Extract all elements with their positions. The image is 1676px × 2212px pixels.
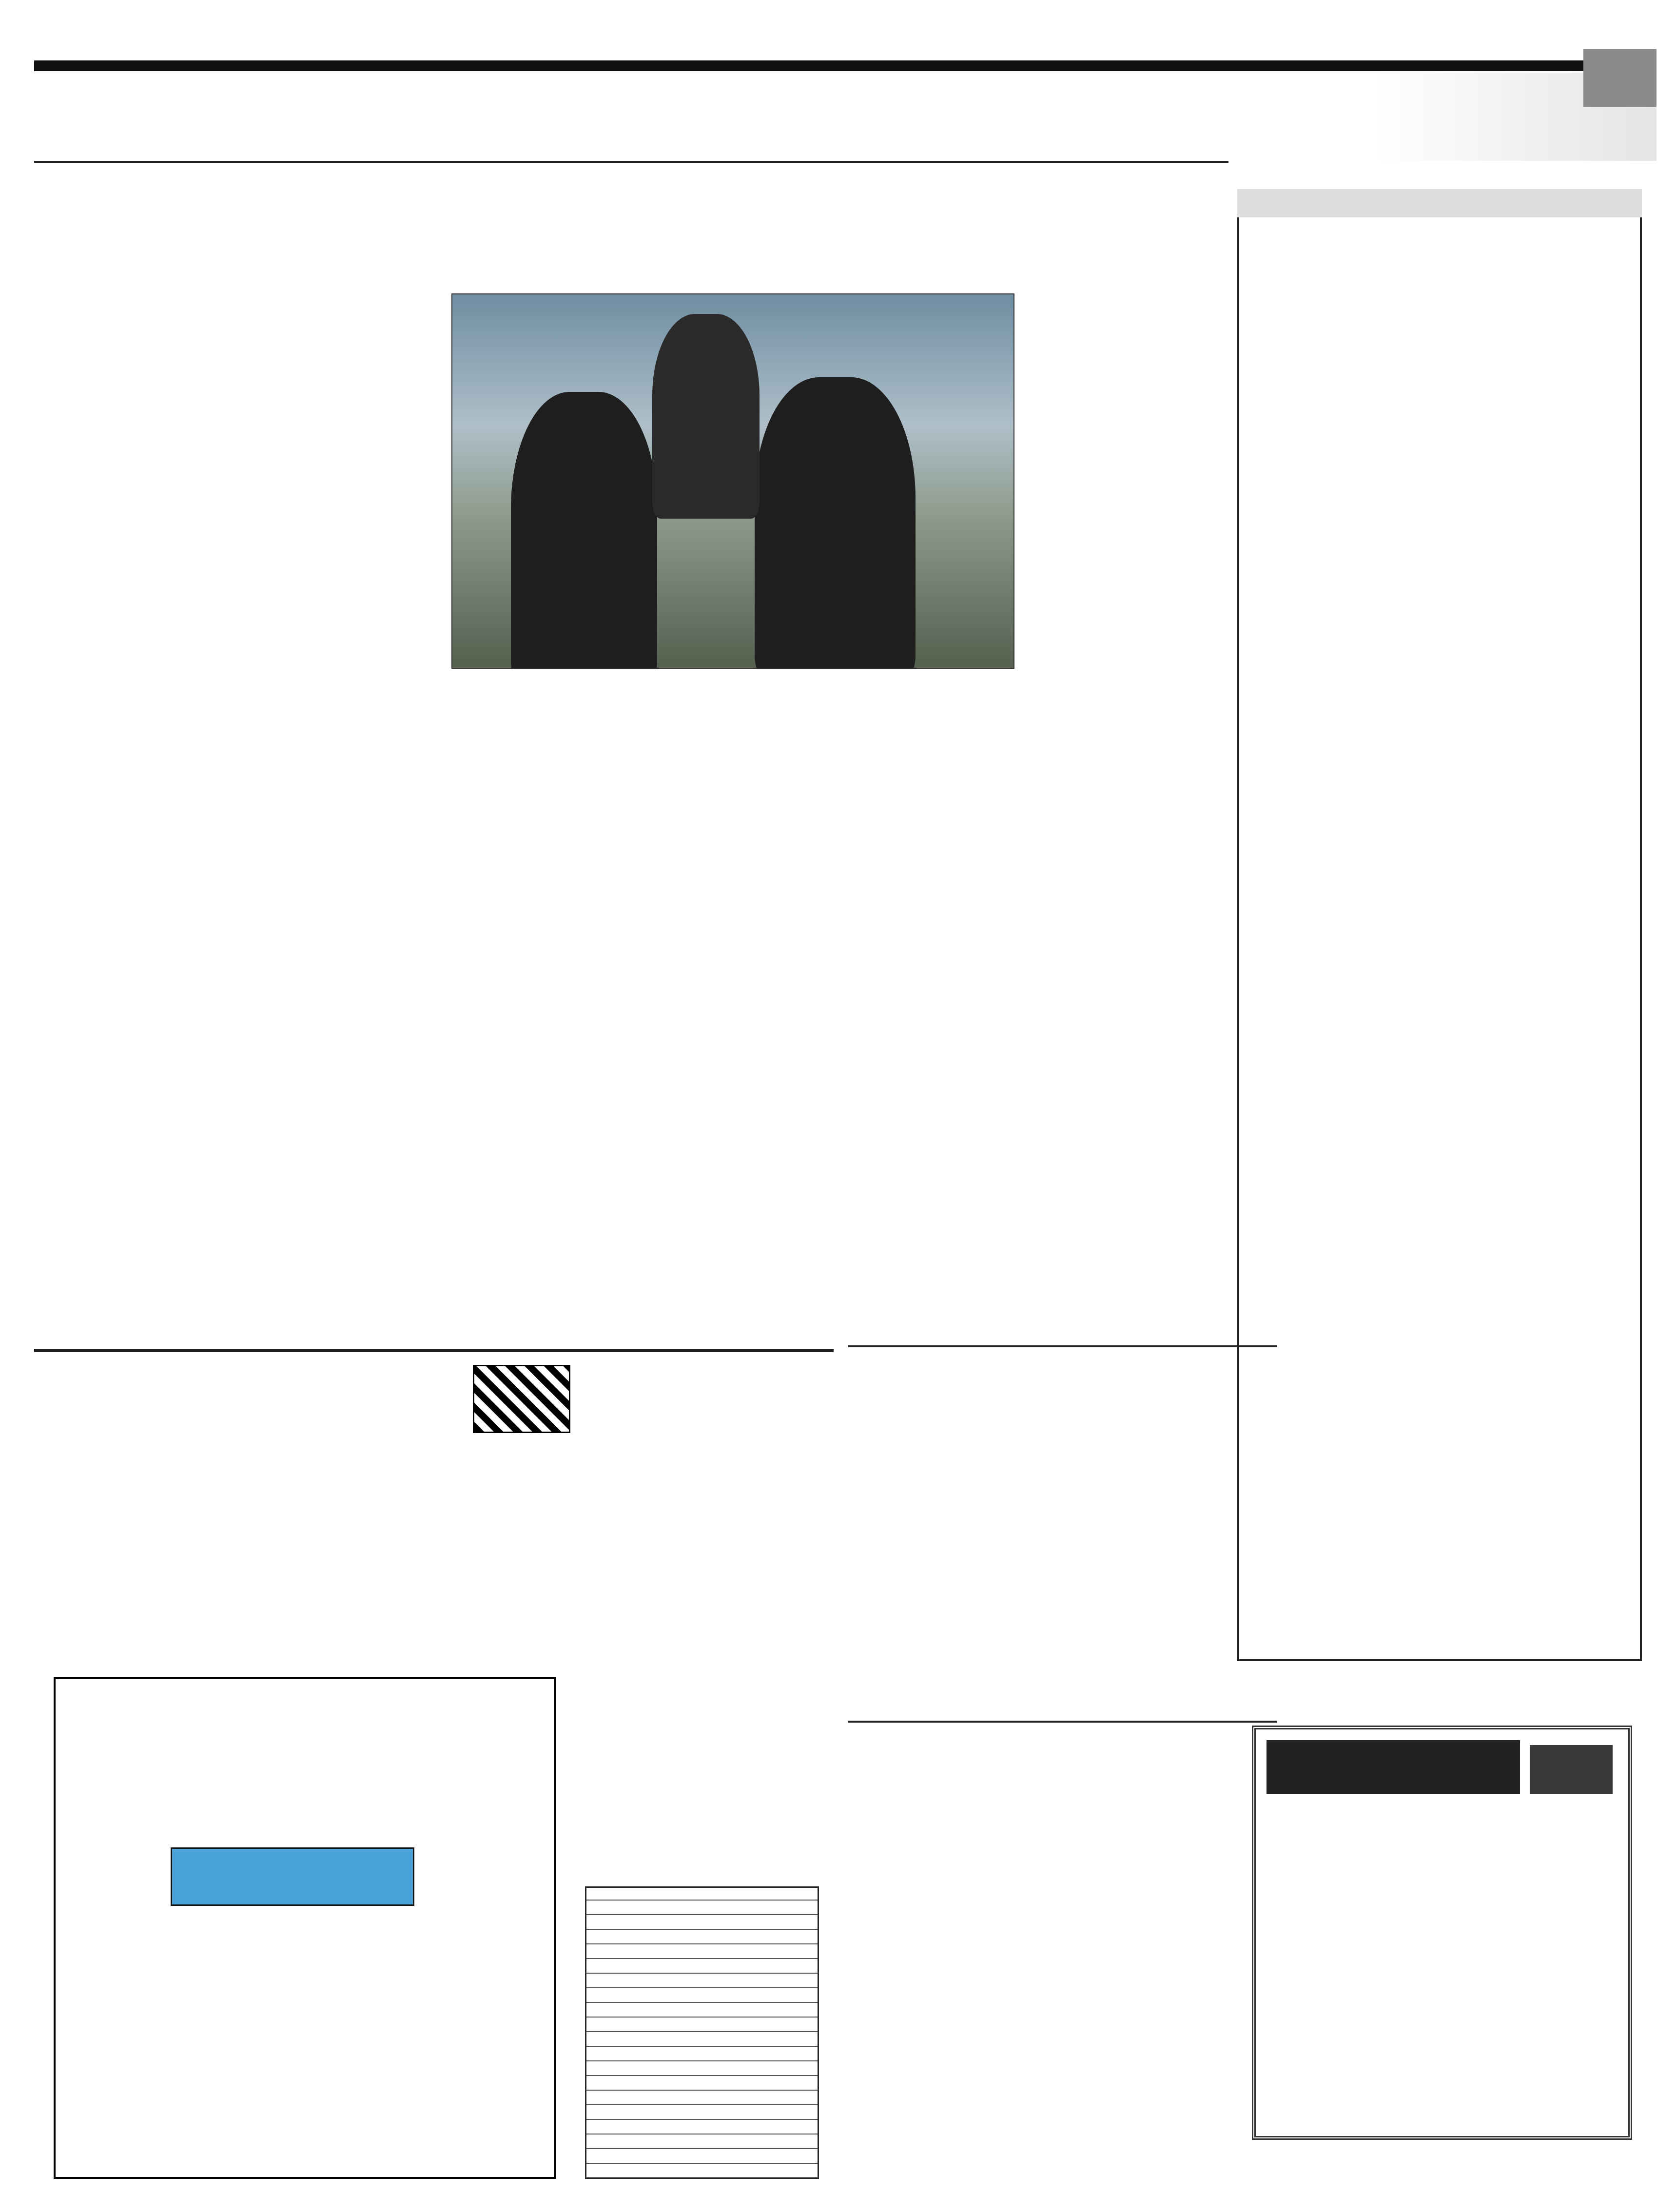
- ad-title: [1267, 1740, 1520, 1794]
- player-left: [511, 392, 657, 669]
- article-column-4: [636, 680, 819, 1338]
- news-item: [1247, 760, 1632, 980]
- news-item: [1247, 1267, 1632, 1433]
- player-back: [652, 314, 760, 519]
- company-logo-icon: [1530, 1745, 1613, 1794]
- crossword-rule: [34, 1349, 834, 1352]
- extra-clues: [34, 1379, 292, 1648]
- molana-body: [848, 1784, 1277, 2179]
- news-item: [1247, 224, 1632, 512]
- montreal-body: [34, 848, 249, 1209]
- article-column-3: [451, 680, 626, 1338]
- arnold-rule: [848, 1345, 1277, 1347]
- molana-rule: [848, 1721, 1277, 1723]
- article-column-1: [1024, 293, 1199, 1337]
- across-clues: [585, 1433, 819, 1852]
- top-rule: [34, 60, 1609, 71]
- article-column-5: [829, 680, 1016, 1338]
- crossword-logo: [171, 1847, 414, 1906]
- football-players-photo: [451, 293, 1014, 669]
- news-box-title: [1237, 189, 1642, 217]
- article-column-2: [253, 293, 441, 1337]
- down-clues: [302, 1414, 575, 1648]
- player-right: [755, 377, 916, 669]
- solution-grid: [585, 1886, 819, 2179]
- news-item: [1247, 1438, 1632, 1657]
- crossword-grid: [54, 1677, 556, 2179]
- arnold-body: [848, 1423, 1277, 1711]
- news-item: [1247, 985, 1632, 1262]
- news-item: [1247, 517, 1632, 756]
- page-number: [1583, 49, 1657, 107]
- dateline-rule: [34, 161, 1228, 163]
- left-column: [34, 175, 249, 1316]
- spielberg-body: [34, 175, 249, 838]
